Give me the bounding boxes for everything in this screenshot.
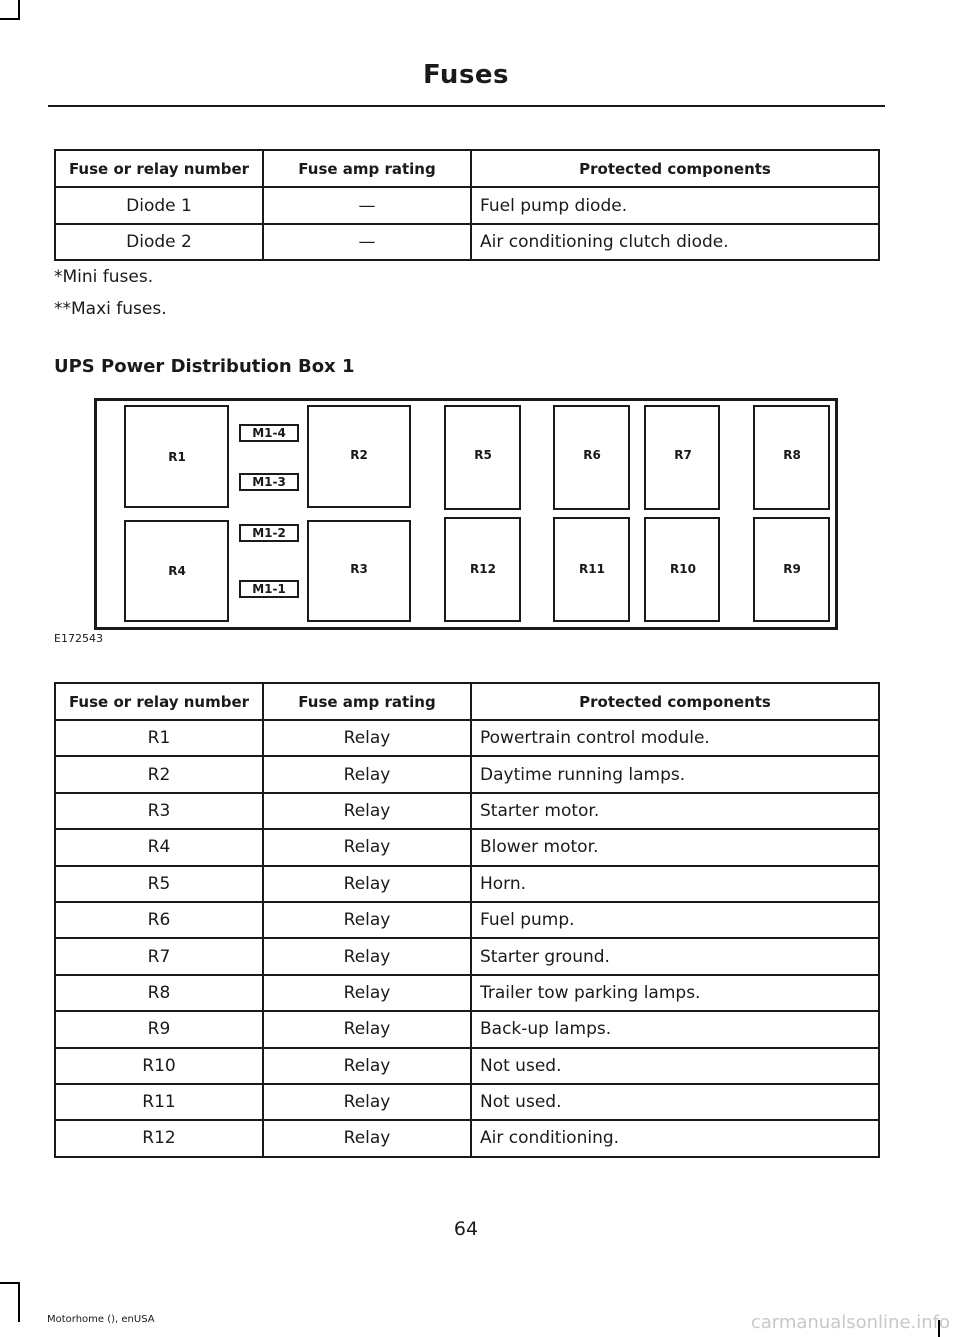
relay-label: R4 (168, 564, 186, 578)
table-header-row (55, 683, 879, 720)
crop-mark (0, 18, 20, 20)
table-row (55, 1048, 879, 1084)
document-info: Motorhome (), enUSA (47, 1314, 155, 1325)
table-cell: — (263, 187, 471, 224)
relay-label: R10 (670, 562, 696, 576)
table-cell: R1 (55, 720, 263, 756)
table-cell: Relay (263, 1120, 471, 1156)
table-cell: — (263, 224, 471, 260)
section-heading: UPS Power Distribution Box 1 (54, 356, 355, 377)
column-header: Fuse or relay number (55, 150, 263, 187)
table-cell: Diode 2 (55, 224, 263, 260)
relay-table-body (55, 720, 879, 1157)
relay-label: R3 (350, 562, 368, 576)
column-header: Fuse amp rating (263, 150, 471, 187)
table-cell: Blower motor. (471, 829, 879, 865)
table-cell: R2 (55, 756, 263, 792)
footnote-maxi: **Maxi fuses. (54, 299, 167, 319)
table-cell: Daytime running lamps. (471, 756, 879, 792)
footnote-mini: *Mini fuses. (54, 267, 154, 287)
table-cell: Fuel pump diode. (471, 187, 879, 224)
power-distribution-box-diagram (94, 398, 838, 630)
table-cell: Relay (263, 1048, 471, 1084)
table-cell: Relay (263, 1011, 471, 1047)
column-header: Fuse amp rating (263, 683, 471, 720)
table-cell: Fuel pump. (471, 902, 879, 938)
table-cell: Not used. (471, 1084, 879, 1120)
table-row (55, 1011, 879, 1047)
table-cell: Starter motor. (471, 793, 879, 829)
relay-label: R9 (783, 562, 801, 576)
table-cell: R12 (55, 1120, 263, 1156)
watermark: carmanualsonline.info (750, 1312, 950, 1333)
relay-label: R7 (674, 448, 692, 462)
table-row (55, 756, 879, 792)
relay-label: R1 (168, 450, 186, 464)
table-cell: Horn. (471, 866, 879, 902)
table-cell: R9 (55, 1011, 263, 1047)
table-cell: Not used. (471, 1048, 879, 1084)
table-cell: R4 (55, 829, 263, 865)
table-cell: Starter ground. (471, 938, 879, 974)
table-cell: Relay (263, 975, 471, 1011)
crop-mark (0, 1282, 20, 1284)
table-cell: Air conditioning clutch diode. (471, 224, 879, 260)
table-row (55, 224, 879, 260)
mini-fuse-label: M1-3 (252, 475, 286, 489)
mini-fuse-label: M1-2 (252, 526, 286, 540)
mini-fuse-label: M1-4 (252, 426, 286, 440)
table-row (55, 187, 879, 224)
table-cell: Relay (263, 938, 471, 974)
table-cell: Trailer tow parking lamps. (471, 975, 879, 1011)
table-cell: Air conditioning. (471, 1120, 879, 1156)
table-header-row (55, 150, 879, 187)
crop-mark (18, 1282, 20, 1322)
table-cell: Powertrain control module. (471, 720, 879, 756)
crop-mark (18, 0, 20, 20)
relay-label: R12 (470, 562, 496, 576)
column-header: Protected components (471, 683, 879, 720)
diode-table (54, 149, 880, 261)
table-cell: Relay (263, 1084, 471, 1120)
table-cell: Relay (263, 902, 471, 938)
table-cell: R5 (55, 866, 263, 902)
page-title: Fuses (422, 60, 510, 90)
relay-label: R2 (350, 448, 368, 462)
table-row (55, 975, 879, 1011)
table-row (55, 793, 879, 829)
table-cell: R10 (55, 1048, 263, 1084)
table-cell: Relay (263, 829, 471, 865)
table-row (55, 1084, 879, 1120)
table-row (55, 1120, 879, 1156)
relay-label: R5 (474, 448, 492, 462)
table-row (55, 720, 879, 756)
table-cell: Relay (263, 793, 471, 829)
table-cell: Diode 1 (55, 187, 263, 224)
table-cell: Relay (263, 720, 471, 756)
column-header: Fuse or relay number (55, 683, 263, 720)
title-rule (48, 105, 885, 107)
mini-fuse-label: M1-1 (252, 582, 286, 596)
table-row (55, 902, 879, 938)
relay-label: R6 (583, 448, 601, 462)
page-number: 64 (453, 1218, 479, 1240)
relay-label: R11 (579, 562, 605, 576)
table-row (55, 866, 879, 902)
column-header: Protected components (471, 150, 879, 187)
relay-label: R8 (783, 448, 801, 462)
table-cell: R6 (55, 902, 263, 938)
figure-id: E172543 (54, 632, 103, 645)
relay-table (54, 682, 880, 1158)
table-cell: Relay (263, 756, 471, 792)
table-cell: R7 (55, 938, 263, 974)
table-cell: R3 (55, 793, 263, 829)
table-cell: Relay (263, 866, 471, 902)
table-cell: R11 (55, 1084, 263, 1120)
table-cell: R8 (55, 975, 263, 1011)
table-row (55, 829, 879, 865)
table-row (55, 938, 879, 974)
table-cell: Back-up lamps. (471, 1011, 879, 1047)
